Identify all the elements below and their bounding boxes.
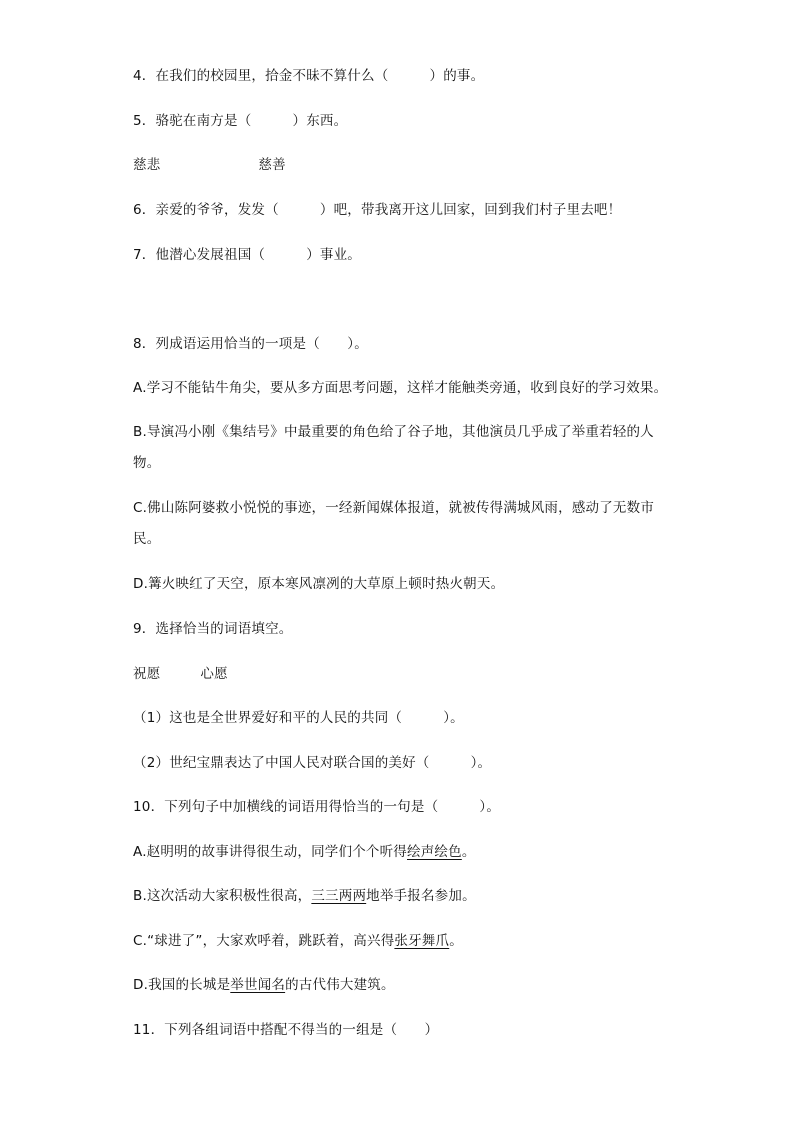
question-9-item-1: （1）这也是全世界爱好和平的人民的共同（ ）。: [133, 710, 464, 726]
word-option: 心愿: [200, 666, 228, 682]
underlined-phrase: 绘声绘色: [407, 844, 462, 860]
word-option: 慈善: [258, 157, 286, 173]
option-text: A.赵明明的故事讲得很生动，同学们个个听得: [133, 844, 407, 860]
question-8: 8．列成语运用恰当的一项是（ ）。: [133, 336, 368, 352]
option-text: 。: [449, 933, 463, 949]
underlined-phrase: 举世闻名: [230, 977, 286, 993]
question-8-option-b: B.导演冯小刚《集结号》中最重要的角色给了谷子地，其他演员几乎成了举重若轻的人物。: [133, 424, 654, 471]
question-10-option-c: [133, 931, 463, 951]
word-options-2: [133, 664, 228, 684]
option-text: 。: [461, 844, 476, 860]
word-options-1: [133, 155, 286, 175]
underlined-phrase: 张牙舞爪: [394, 933, 450, 949]
question-11: 11．下列各组词语中搭配不得当的一组是（ ）: [133, 1022, 439, 1038]
question-7: 7．他潜心发展祖国（ ）事业。: [133, 247, 361, 263]
option-text: C.“球进了”，大家欢呼着，跳跃着，高兴得: [133, 933, 395, 949]
question-5: 5．骆驼在南方是（ ）东西。: [133, 113, 348, 129]
question-10-option-d: [133, 975, 395, 995]
question-8-option-d: D.篝火映红了天空，原本寒风凛冽的大草原上顿时热火朝天。: [133, 576, 505, 592]
word-option: 祝愿: [133, 666, 161, 682]
question-10-option-b: [133, 886, 476, 906]
option-text: 地举手报名参加。: [366, 888, 476, 904]
question-4: 4．在我们的校园里，拾金不昧不算什么（ ）的事。: [133, 68, 485, 84]
option-text: D.我国的长城是: [133, 977, 231, 993]
question-6: 6．亲爱的爷爷，发发（ ）吧，带我离开这儿回家，回到我们村子里去吧！: [133, 202, 622, 218]
question-10: 10．下列句子中加横线的词语用得恰当的一句是（ ）。: [133, 799, 501, 815]
word-option: 慈悲: [133, 157, 161, 173]
question-10-option-a: [133, 842, 476, 862]
question-9-item-2: （2）世纪宝鼎表达了中国人民对联合国的美好（ ）。: [133, 755, 492, 771]
underlined-phrase: 三三两两: [311, 888, 367, 904]
question-9: 9．选择恰当的词语填空。: [133, 621, 293, 637]
option-text: B.这次活动大家积极性很高，: [133, 888, 312, 904]
question-8-option-a: A.学习不能钻牛角尖，要从多方面思考问题，这样才能触类旁通，收到良好的学习效果。: [133, 380, 668, 396]
option-text: 的古代伟大建筑。: [285, 977, 395, 993]
question-8-option-c: C.佛山陈阿婆救小悦悦的事迹，一经新闻媒体报道，就被传得满城风雨，感动了无数市民。: [133, 500, 655, 547]
